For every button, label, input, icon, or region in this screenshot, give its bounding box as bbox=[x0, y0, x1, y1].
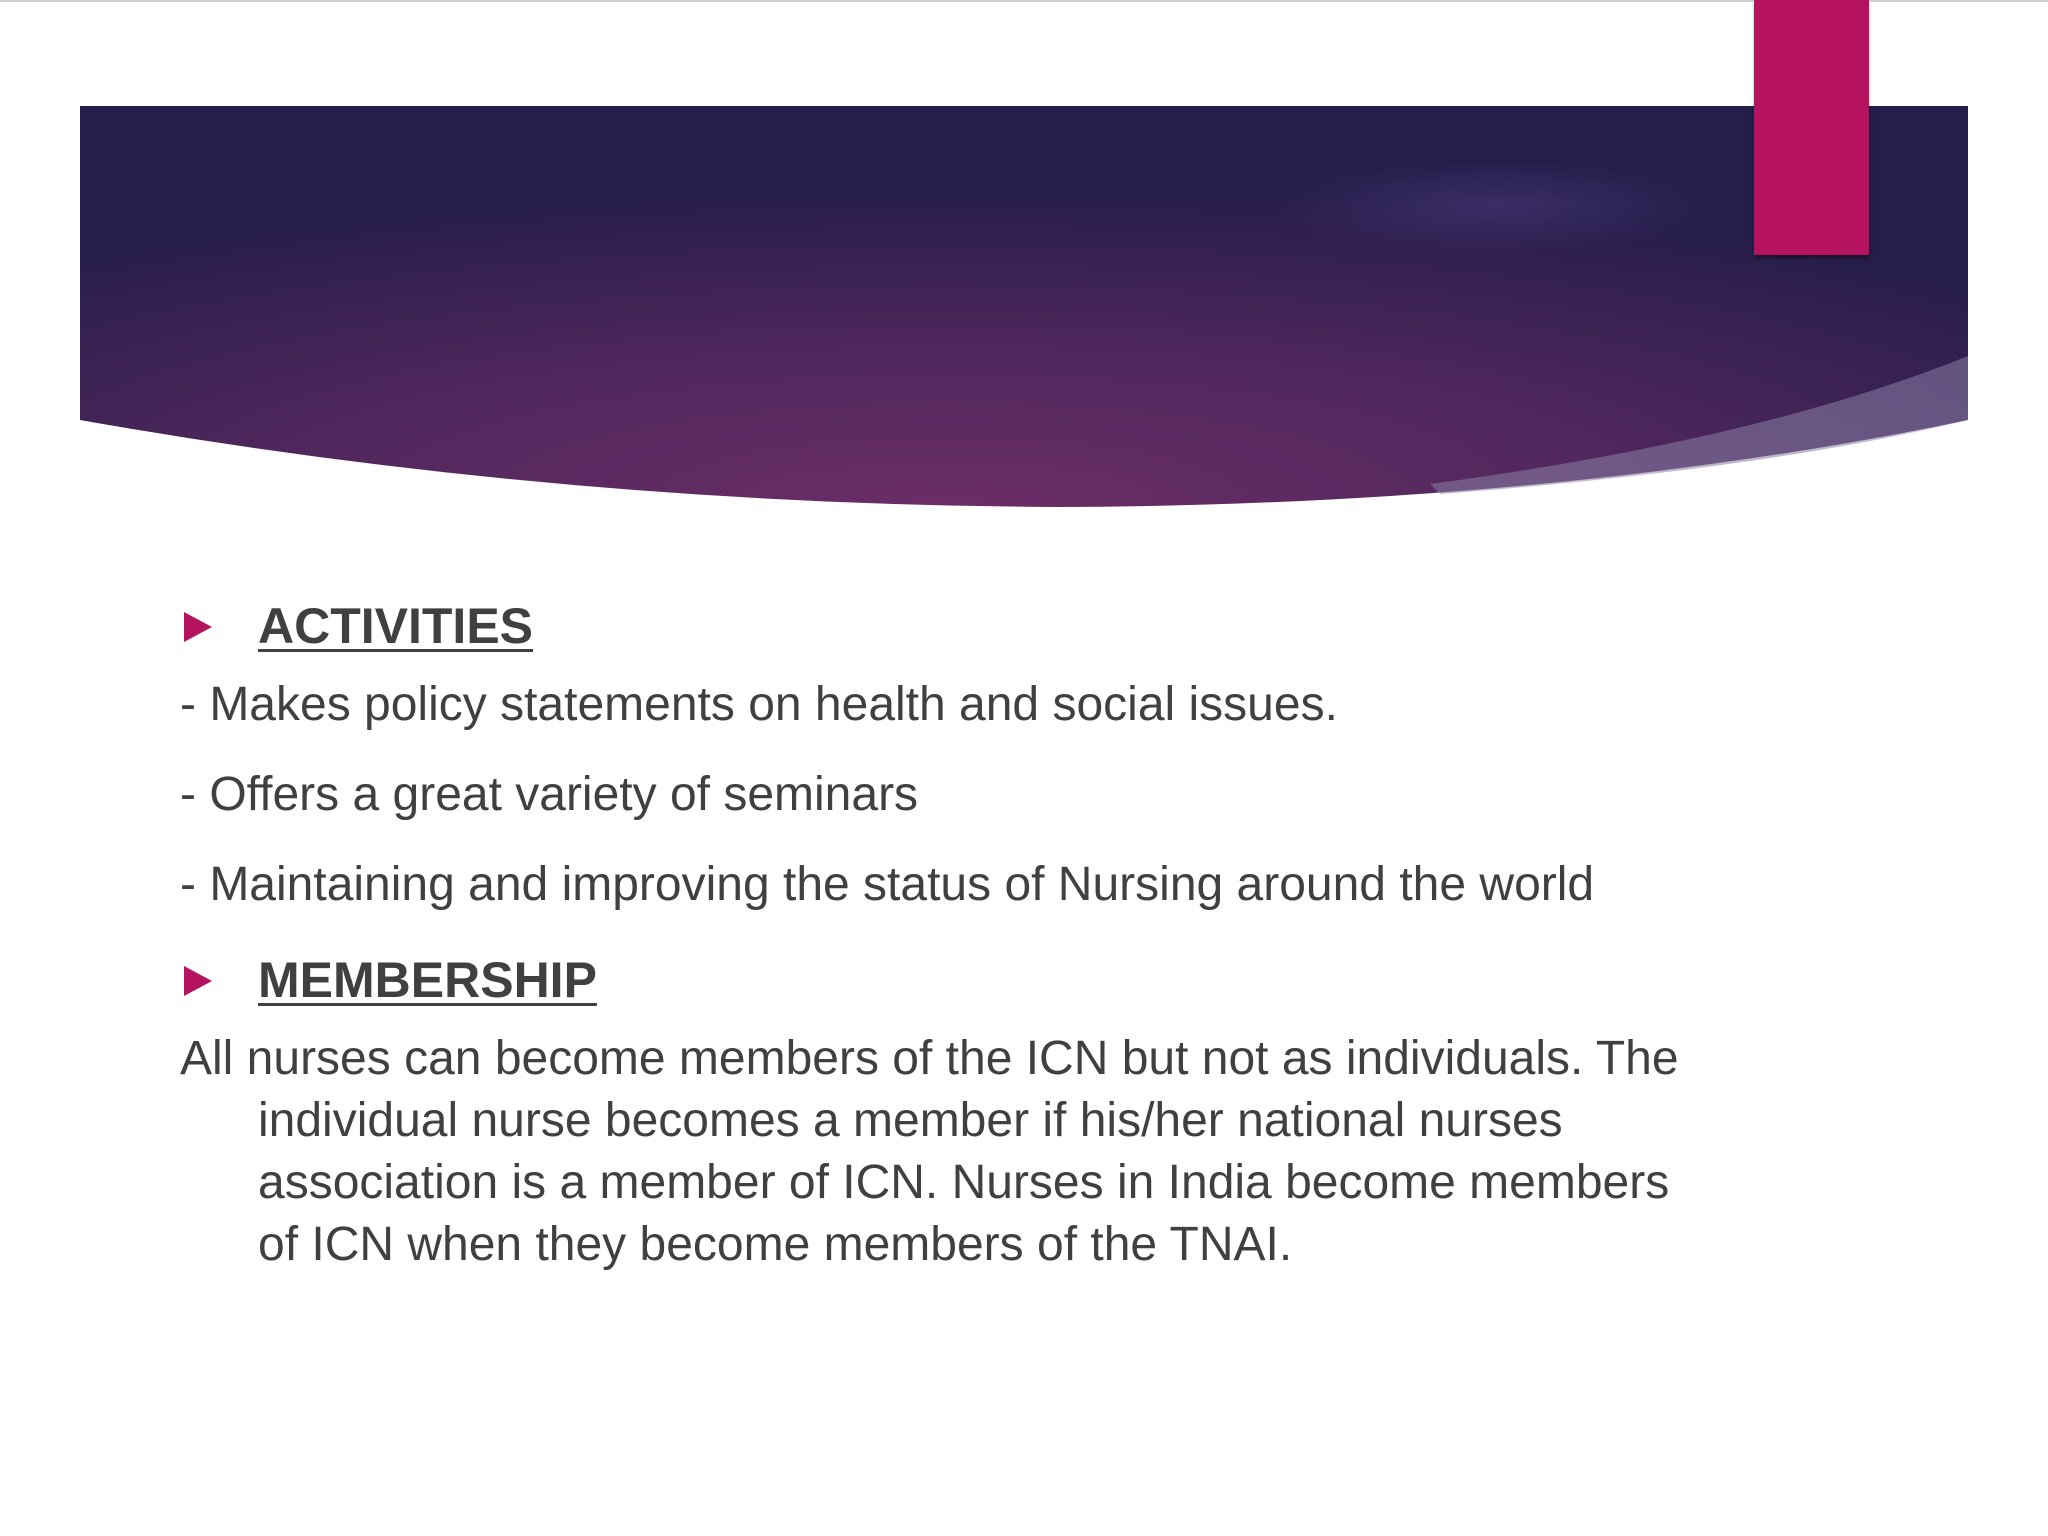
activities-item-2: - Offers a great variety of seminars bbox=[180, 768, 919, 821]
triangle-right-icon bbox=[184, 612, 212, 642]
membership-body: All nurses can become members of the ICN but not as individuals. The individual nurse becomes a member if his/her national nurses association is a member of ICN. Nurses in India become members of ICN when they become members of the TNAI. bbox=[180, 1032, 1679, 1271]
header-banner bbox=[0, 0, 2048, 520]
activities-heading-row bbox=[180, 590, 1700, 662]
activities-item-1: - Makes policy statements on health and social issues. bbox=[180, 678, 1338, 731]
membership-heading-row bbox=[180, 944, 1700, 1016]
activities-heading: ACTIVITIES bbox=[258, 598, 534, 654]
membership-heading: MEMBERSHIP bbox=[258, 952, 597, 1008]
activities-item-3: - Maintaining and improving the status of Nursing around the world bbox=[180, 858, 1595, 911]
accent-tab bbox=[1754, 0, 1869, 255]
slide-content bbox=[180, 590, 1700, 1304]
triangle-right-icon bbox=[184, 966, 212, 996]
